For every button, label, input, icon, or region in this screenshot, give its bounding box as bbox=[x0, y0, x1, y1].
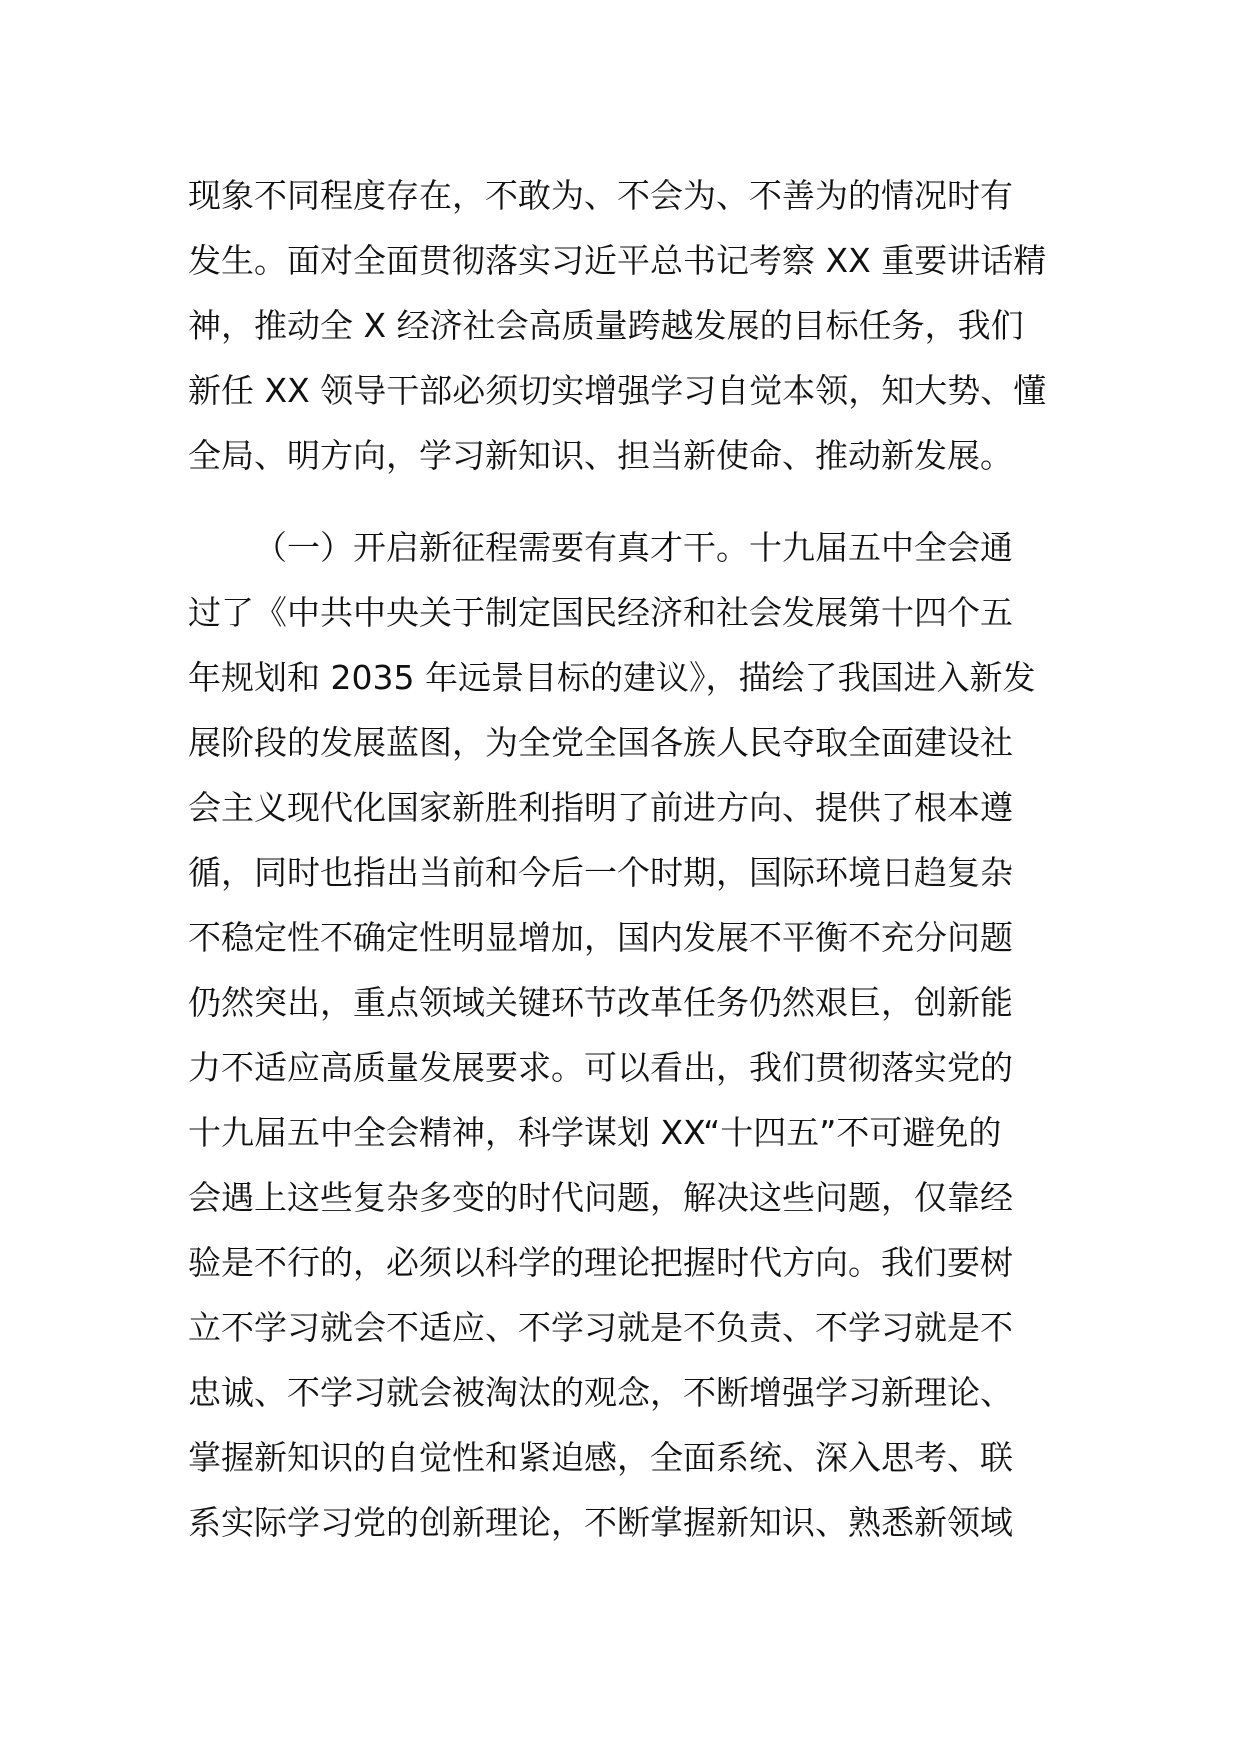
paragraph-line: 掌握新知识的自觉性和紧迫感，全面系统、深入思考、联 bbox=[188, 1438, 1013, 1477]
paragraph-line: 神，推动全 X 经济社会高质量跨越发展的目标任务，我们 bbox=[188, 306, 1024, 345]
paragraph-line: 发生。面对全面贯彻落实习近平总书记考察 XX 重要讲话精 bbox=[188, 241, 1047, 280]
section-heading-line: （一）开启新征程需要有真才干。十九届五中全会通 bbox=[254, 528, 1013, 567]
paragraph-line: 力不适应高质量发展要求。可以看出，我们贯彻落实党的 bbox=[188, 1048, 1013, 1087]
paragraph-line: 循，同时也指出当前和今后一个时期，国际环境日趋复杂 bbox=[188, 853, 1013, 892]
paragraph-line: 十九届五中全会精神，科学谋划 XX“十四五”不可避免的 bbox=[188, 1113, 1002, 1152]
paragraph-line: 年规划和 2035 年远景目标的建议》，描绘了我国进入新发 bbox=[188, 658, 1036, 697]
paragraph-line: 验是不行的，必须以科学的理论把握时代方向。我们要树 bbox=[188, 1243, 1013, 1282]
paragraph-line: 过了《中共中央关于制定国民经济和社会发展第十四个五 bbox=[188, 593, 1013, 632]
paragraph-line: 忠诚、不学习就会被淘汰的观念，不断增强学习新理论、 bbox=[188, 1373, 1013, 1412]
paragraph-line: 全局、明方向，学习新知识、担当新使命、推动新发展。 bbox=[188, 436, 1013, 475]
paragraph-line: 仍然突出，重点领域关键环节改革任务仍然艰巨，创新能 bbox=[188, 983, 1013, 1022]
paragraph-section-one bbox=[188, 515, 1054, 1555]
paragraph-line: 系实际学习党的创新理论，不断掌握新知识、熟悉新领域 bbox=[188, 1503, 1013, 1542]
paragraph-line: 会主义现代化国家新胜利指明了前进方向、提供了根本遵 bbox=[188, 788, 1013, 827]
paragraph-line: 会遇上这些复杂多变的时代问题，解决这些问题，仅靠经 bbox=[188, 1178, 1013, 1217]
paragraph-line: 展阶段的发展蓝图，为全党全国各族人民夺取全面建设社 bbox=[188, 723, 1013, 762]
paragraph-line: 立不学习就会不适应、不学习就是不负责、不学习就是不 bbox=[188, 1308, 1013, 1347]
paragraph-line: 新任 XX 领导干部必须切实增强学习自觉本领，知大势、懂 bbox=[188, 371, 1047, 410]
paragraph-continuation bbox=[188, 163, 1054, 488]
paragraph-line: 现象不同程度存在，不敢为、不会为、不善为的情况时有 bbox=[188, 176, 1013, 215]
paragraph-line: 不稳定性不确定性明显增加，国内发展不平衡不充分问题 bbox=[188, 918, 1013, 957]
